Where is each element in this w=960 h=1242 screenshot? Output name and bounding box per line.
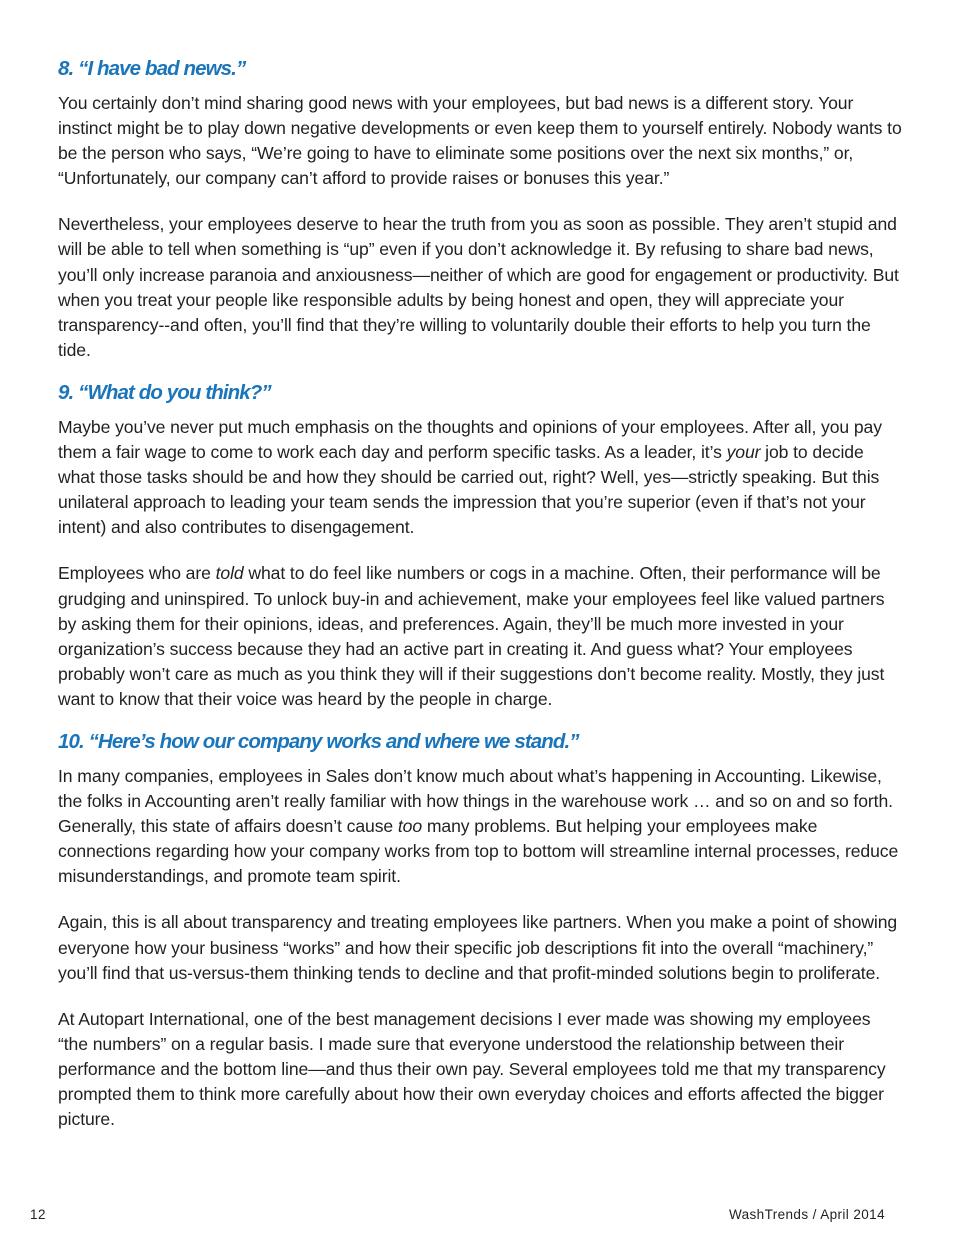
section-heading: 9. “What do you think?”	[58, 380, 271, 404]
paragraph	[58, 415, 903, 540]
text-run: what to do feel like numbers or cogs in a machine. Often, their performance will be grudging and uninspired. To unlock buy-in and achievement, make your employees feel like valued partners by asking them for their opinions, ideas, and preferences. Again, they’ll be much more invested in your organization’s success because they had an active part in creating it. And guess what? Your employees probably won’t care as much as you think they will if their suggestions don’t become reality. Mostly, they just want to know that their voice was heard by the people in charge.	[58, 563, 885, 709]
emphasis-text: your	[726, 442, 761, 463]
text-run: In many companies, employees in Sales don’t know much about what’s happening in Accounting. Likewise, the folks in Accounting aren’t really familiar with how things in the warehouse work … and so on and so forth. Generally, this state of affairs doesn’t cause	[58, 765, 893, 837]
paragraph: Again, this is all about transparency and treating employees like partners. When you make a point of showing everyone how your business “works” and how their specific job descriptions fit into the overall “machinery,” you’ll find that us-versus-them thinking tends to decline and that profit-minded solutions begin to proliferate.	[58, 912, 898, 983]
section-heading: 10. “Here’s how our company works and where we stand.”	[58, 729, 579, 753]
text-run: job to decide what those tasks should be and how they should be carried out, right? Well, yes—strictly speaking. But this unilateral approach to leading your team sends the impression that you’re superior (even if that’s not your intent) and also contributes to disengagement.	[58, 442, 880, 538]
paragraph: You certainly don’t mind sharing good news with your employees, but bad news is a different story. Your instinct might be to play down negative developments or even keep them to yourself entirely. Nobody wants to be the person who says, “We’re going to have to eliminate some positions over the next six months,” or, “Unfortunately, our company can’t afford to provide raises or bonuses this year.”	[58, 93, 902, 189]
paragraph: Nevertheless, your employees deserve to hear the truth from you as soon as possible. They aren’t stupid and will be able to tell when something is “up” even if you don’t acknowledge it. By refusing to share bad news, you’ll only increase paranoia and anxiousness—neither of which are good for engagement or productivity. But when you treat your people like responsible adults by being honest and open, they will appreciate your transparency--and often, you’ll find that they’re willing to voluntarily double their efforts to help you turn the tide.	[58, 214, 899, 360]
section-10	[58, 729, 903, 1132]
publication-footer: WashTrends / April 2014	[728, 1207, 885, 1222]
paragraph: At Autopart International, one of the best management decisions I ever made was showing my employees “the numbers” on a regular basis. I made sure that everyone understood the relationship between their performance and the bottom line—and thus their own pay. Several employees told me that my transparency prompted them to think more carefully about how their own everyday choices and efforts affected the bigger picture.	[58, 1008, 886, 1130]
emphasis-text: told	[215, 563, 244, 584]
section-9	[58, 380, 903, 712]
text-run: Employees who are	[58, 563, 216, 584]
text-run: many problems. But helping your employees make connections regarding how your company works from top to bottom will streamline internal processes, reduce misunderstandings, and promote team spirit.	[58, 816, 899, 887]
emphasis-text: too	[397, 816, 423, 837]
text-run: Maybe you’ve never put much emphasis on the thoughts and opinions of your employees. After all, you pay them a fair wage to come to work each day and perform specific tasks. As a leader, it’s	[58, 416, 882, 463]
section-heading: 8. “I have bad news.”	[58, 57, 246, 80]
page-number: 12	[30, 1207, 47, 1222]
paragraph	[58, 561, 903, 712]
paragraph	[58, 764, 903, 889]
section-8	[58, 56, 903, 363]
article-body	[58, 56, 903, 1132]
